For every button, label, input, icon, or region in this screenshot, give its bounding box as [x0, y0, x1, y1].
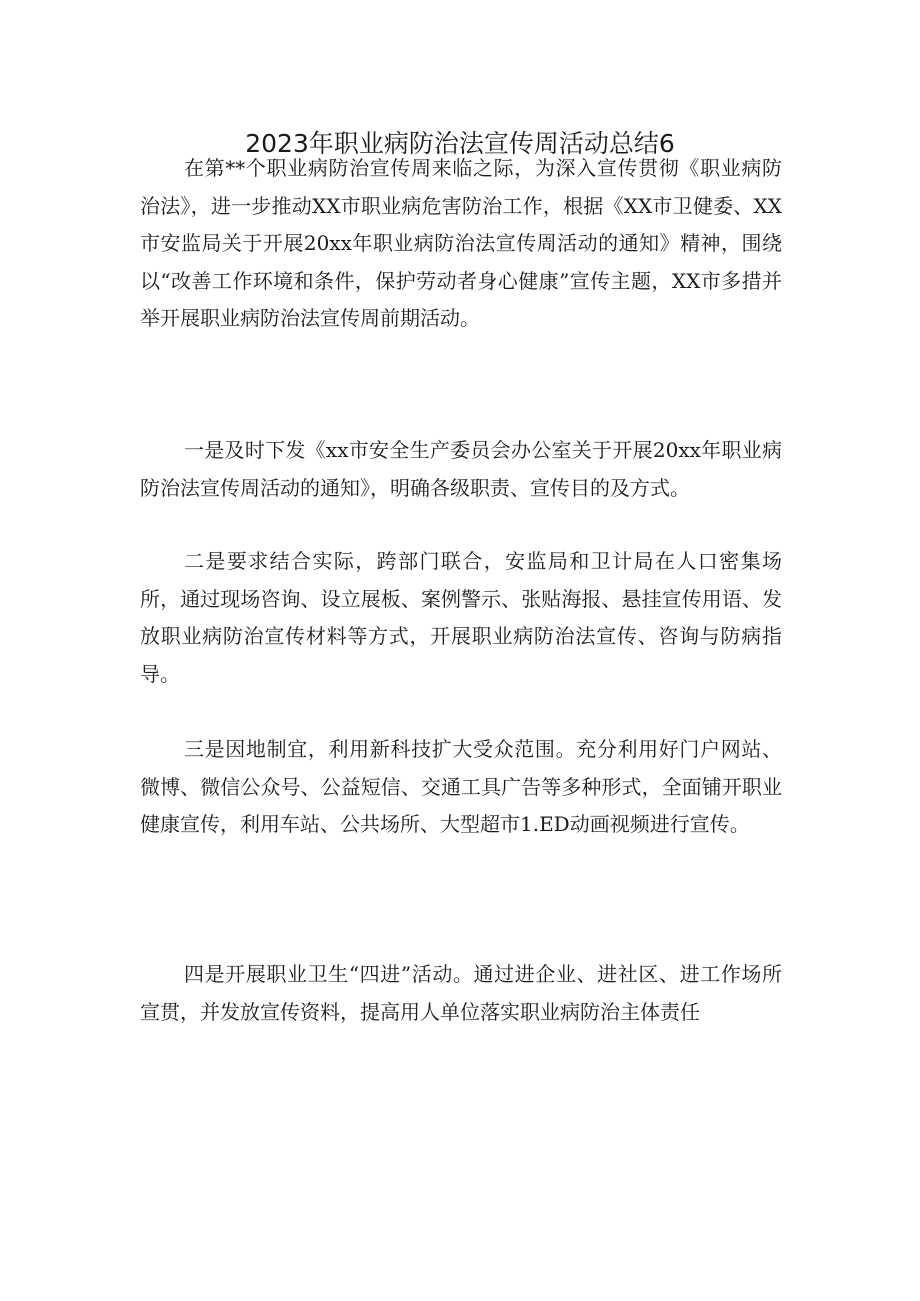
- document-title: 2023年职业病防治法宣传周活动总结6: [245, 129, 675, 158]
- paragraph-item-1: 一是及时下发《xx市安全生产委员会办公室关于开展20xx年职业病防治法宣传周活动的通知》，明确各级职责、宣传目的及方式。: [140, 438, 782, 500]
- paragraph-item-3: 三是因地制宜，利用新科技扩大受众范围。充分利用好门户网站、微博、微信公众号、公益短信、交通工具广告等多种形式，全面铺开职业健康宣传，利用车站、公共场所、大型超市1.ED动画视频进行宣传。: [140, 737, 782, 836]
- paragraph-item-4: 四是开展职业卫生“四进”活动。通过进企业、进社区、进工作场所宣贯，并发放宣传资料，提高用人单位落实职业病防治主体责任: [140, 962, 782, 1024]
- paragraph-item-2: 二是要求结合实际，跨部门联合，安监局和卫计局在人口密集场所，通过现场咨询、设立展板、案例警示、张贴海报、悬挂宣传用语、发放职业病防治宣传材料等方式，开展职业病防治法宣传、咨询与防病指导。: [140, 549, 782, 686]
- paragraph-intro: 在第**个职业病防治宣传周来临之际，为深入宣传贯彻《职业病防治法》，进一步推动XX市职业病危害防治工作，根据《XX市卫健委、XX市安监局关于开展20xx年职业病防治法宣传周活动的通知》精神，围绕以“改善工作环境和条件，保护劳动者身心健康”宣传主题，XX市多措并举开展职业病防治法宣传周前期活动。: [140, 156, 782, 330]
